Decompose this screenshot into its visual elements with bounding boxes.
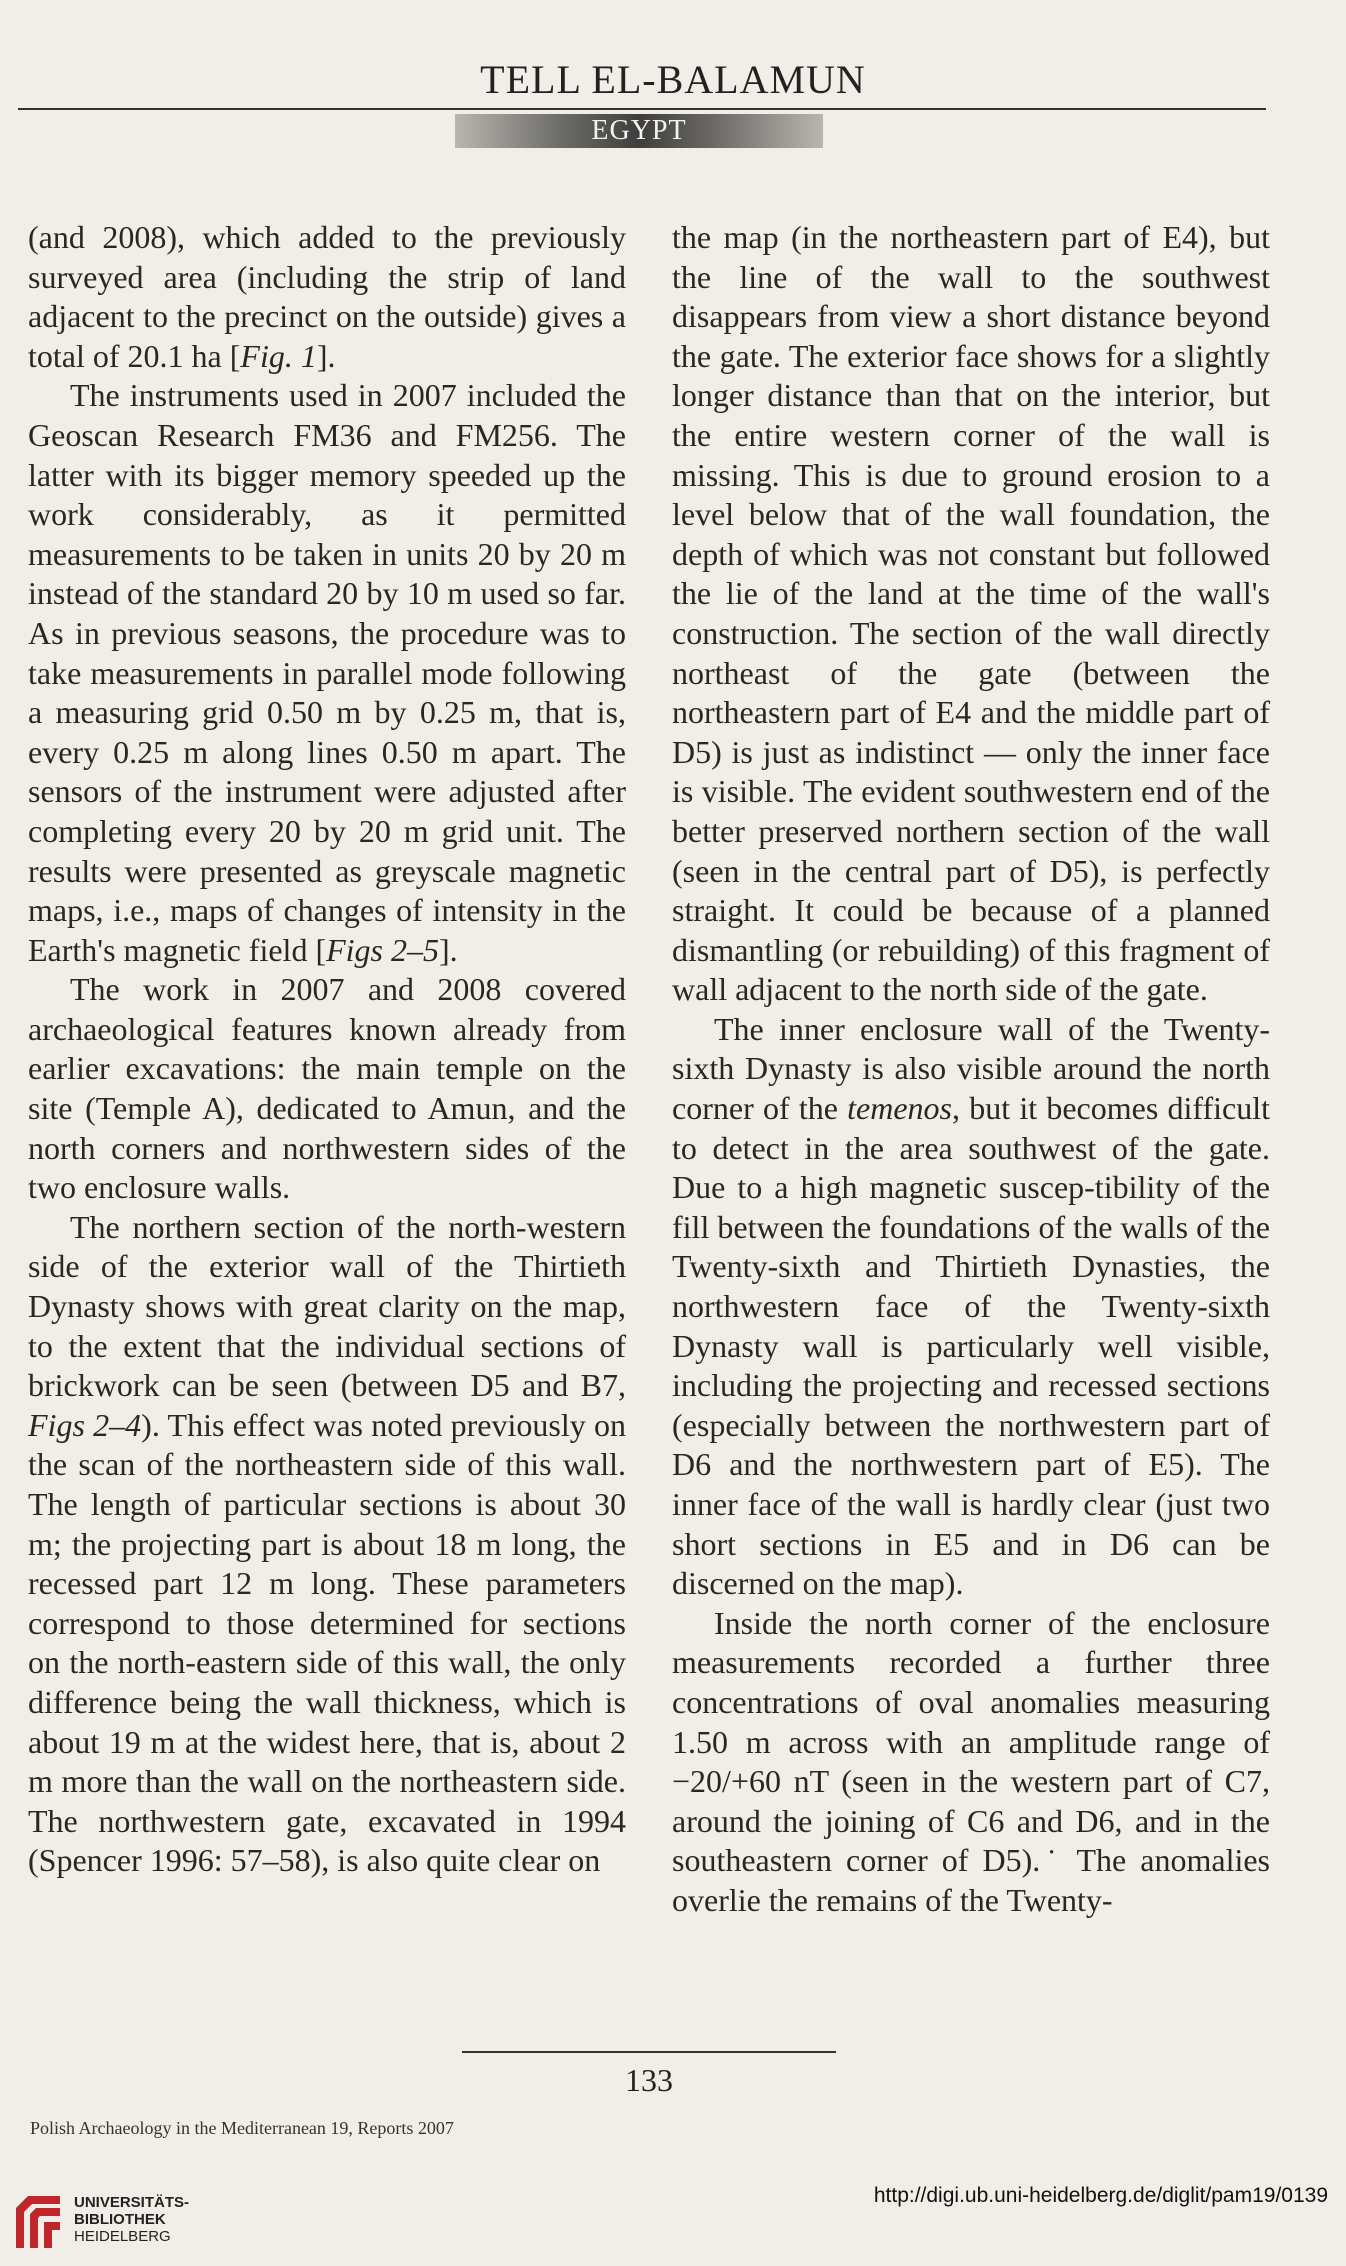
paragraph: The northern section of the north-western side of the exterior wall of the Thirtieth Dynasty shows with great clarity on the map, to the extent that the individual sections of brickwork can be seen (between D5 and B7, Figs 2–4). This effect was noted previously on the scan of the northeastern side of this wall. The length of particular sections is about 30 m; the projecting part is about 18 m long, the recessed part 12 m long. These parameters correspond to those determined for sections on the north-eastern side of this wall, the only difference being the wall thickness, which is about 19 m at the widest here, that is, about 2 m more than the wall on the northeastern side. The northwestern gate, excavated in 1994 (Spencer 1996: 57–58), is also quite clear on bbox=[28, 1208, 627, 1879]
paragraph: The inner enclosure wall of the Twenty-sixth Dynasty is also visible around the north corner of the temenos, but it becomes difficult to detect in the area southwest of the gate. Due to a high magnetic suscep-tibility of the fill between the foundations of the walls of the Twenty-sixth and Thirtieth Dynasties, the northwestern face of the Twenty-sixth Dynasty wall is particularly well visible, including the projecting and recessed sections (especially between the northwestern part of D6 and the northwestern part of E5). The inner face of the wall is hardly clear (just two short sections in E5 and in D6 can be discerned on the map). bbox=[672, 1010, 1271, 1602]
journal-citation: Polish Archaeology in the Mediterranean 19, Reports 2007 bbox=[30, 2118, 454, 2138]
header-rule bbox=[18, 108, 1266, 110]
figure-reference[interactable]: Figs 2–5 bbox=[326, 931, 439, 968]
running-head-title: TELL EL-BALAMUN bbox=[480, 57, 866, 102]
right-column bbox=[672, 218, 1270, 1921]
paragraph: The work in 2007 and 2008 covered archaeological features known already from earlier excavations: the main temple on the site (Temple A), dedicated to Amun, and the north corners and northwestern sides of the two enclosure walls. bbox=[28, 971, 626, 1206]
page-number: 133 bbox=[625, 2062, 673, 2098]
footer-rule bbox=[462, 2051, 836, 2053]
paragraph: Inside the north corner of the enclosure measurements recorded a further three concentrations of oval anomalies measuring 1.50 m across with an amplitude range of −20/+60 nT (seen in the western part of C7, around the joining of C6 and D6, and in the southeastern corner of D5).˙ The anomalies overlie the remains of the Twenty- bbox=[672, 1604, 1270, 1918]
source-url[interactable]: http://digi.ub.uni-heidelberg.de/diglit/pam19/0139 bbox=[873, 2184, 1328, 2207]
section-band bbox=[455, 114, 823, 148]
left-column bbox=[28, 218, 626, 1881]
italic-term: temenos bbox=[847, 1090, 952, 1127]
library-name: UNIVERSITÄTS- BIBLIOTHEK HEIDELBERG bbox=[74, 2194, 190, 2245]
paragraph: the map (in the northeastern part of E4), but the line of the wall to the southwest disappears from view a short distance beyond the gate. The exterior face shows for a slightly longer distance than that on the interior, but the entire western corner of the wall is missing. This is due to ground erosion to a level below that of the wall foundation, the depth of which was not constant but followed the lie of the land at the time of the wall's construction. The section of the wall directly northeast of the gate (between the northeastern part of E4 and the middle part of D5) is just as indistinct — only the inner face is visible. The evident southwestern end of the better preserved northern section of the wall (seen in the central part of D5), is perfectly straight. It could be because of a planned dismantling (or rebuilding) of this fragment of wall adjacent to the north side of the gate. bbox=[672, 219, 1270, 1008]
figure-reference[interactable]: Figs 2–4 bbox=[28, 1406, 142, 1443]
paragraph: (and 2008), which added to the previously surveyed area (including the strip of land adjacent to the precinct on the outside) gives a total of 20.1 ha [Fig. 1]. bbox=[28, 219, 626, 374]
paragraph: The instruments used in 2007 included the Geoscan Research FM36 and FM256. The latter with its bigger memory speeded up the work considerably, as it permitted measurements to be taken in units 20 by 20 m instead of the standard 20 by 10 m used so far. As in previous seasons, the procedure was to take measurements in parallel mode following a measuring grid 0.50 m by 0.25 m, that is, every 0.25 m along lines 0.50 m apart. The sensors of the instrument were adjusted after completing every 20 by 20 m grid unit. The results were presented as greyscale magnetic maps, i.e., maps of changes of intensity in the Earth's magnetic field [Figs 2–5]. bbox=[28, 377, 626, 968]
section-band-label: EGYPT bbox=[591, 115, 687, 146]
library-logo-icon bbox=[12, 2192, 64, 2252]
figure-reference[interactable]: Fig. 1 bbox=[240, 337, 317, 374]
